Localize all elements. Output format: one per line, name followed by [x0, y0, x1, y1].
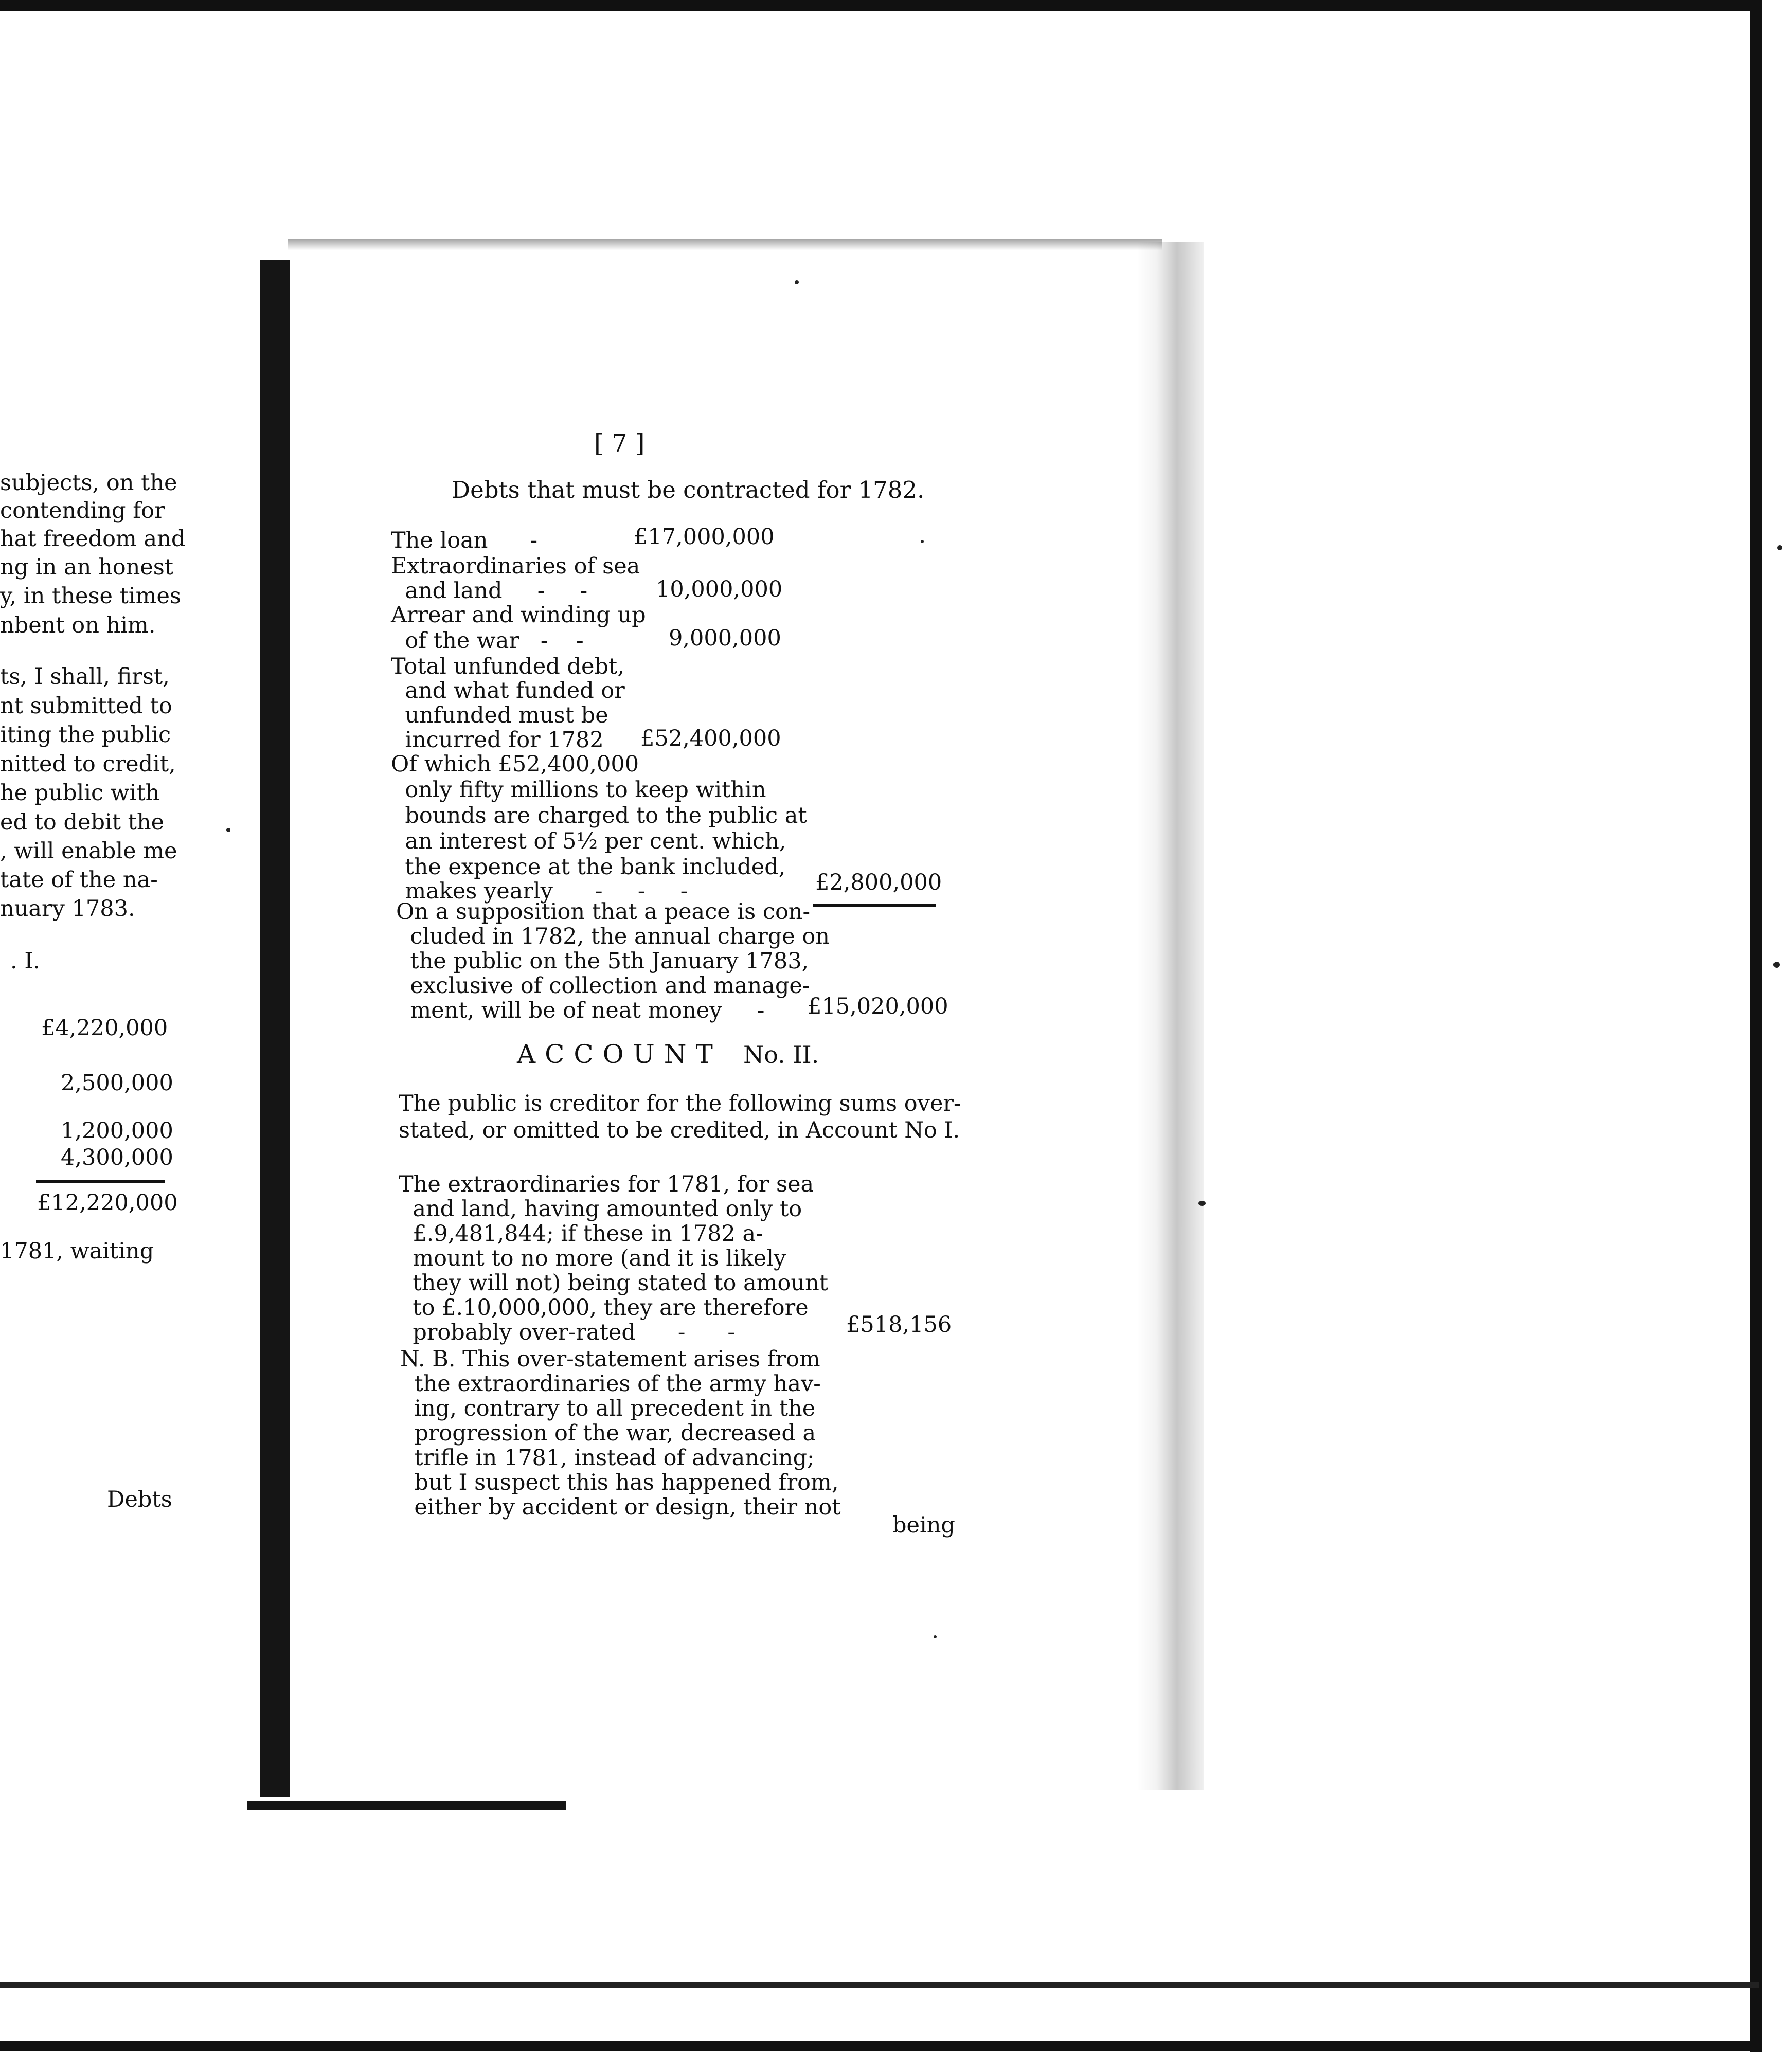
- text-line: On a supposition that a peace is con-: [396, 899, 811, 925]
- ink-speck: [1773, 962, 1780, 968]
- debt-label: of the war - -: [391, 628, 584, 654]
- scan-border-bottom: [0, 1982, 1759, 1988]
- text-line: progression of the war, decreased a: [400, 1420, 816, 1446]
- account-number: No. II.: [743, 1041, 819, 1069]
- text-line: £.9,481,844; if these in 1782 a-: [399, 1221, 763, 1247]
- debt-label: and what funded or: [391, 678, 625, 703]
- left-amount: 1,200,000: [61, 1118, 173, 1144]
- text-line: cluded in 1782, the annual charge on: [396, 924, 830, 949]
- text-line: bounds are charged to the public at: [391, 803, 807, 828]
- left-amount: 2,500,000: [61, 1070, 173, 1096]
- peace-amount: £15,020,000: [808, 994, 948, 1019]
- left-text-line: y, in these times: [0, 583, 181, 609]
- account-title: ACCOUNT: [517, 1039, 722, 1069]
- left-heading-fragment: . I.: [10, 948, 40, 974]
- text-line: the expence at the bank included,: [391, 854, 786, 880]
- yearly-amount: £2,800,000: [815, 870, 942, 895]
- debt-label: Arrear and winding up: [391, 602, 646, 628]
- section-heading: Debts that must be contracted for 1782.: [452, 476, 925, 503]
- page-number: [ 7 ]: [594, 429, 645, 458]
- left-text-line: nitted to credit,: [0, 751, 176, 777]
- text-line: N. B. This over-statement arises from: [400, 1346, 820, 1372]
- text-line: The extraordinaries for 1781, for sea: [399, 1171, 814, 1197]
- left-text-line: subjects, on the: [0, 470, 177, 496]
- extra-amount: £518,156: [846, 1312, 952, 1338]
- text-line: ment, will be of neat money -: [396, 998, 765, 1023]
- left-text-line: nbent on him.: [0, 612, 156, 638]
- debt-amount: 9,000,000: [669, 625, 781, 651]
- left-amount: £4,220,000: [41, 1015, 168, 1041]
- text-line: makes yearly - - -: [391, 878, 688, 904]
- text-line: and land, having amounted only to: [399, 1196, 802, 1222]
- book-spine-foot: [247, 1801, 566, 1810]
- debt-label: incurred for 1782: [391, 727, 604, 753]
- text-line: to £.10,000,000, they are therefore: [399, 1295, 809, 1321]
- left-text-line: ed to debit the: [0, 809, 165, 835]
- text-line: trifle in 1781, instead of advancing;: [400, 1445, 815, 1471]
- left-text-line: he public with: [0, 780, 160, 806]
- text-line: stated, or omitted to be credited, in Account No I.: [399, 1117, 960, 1143]
- text-line: The public is creditor for the following sums over-: [399, 1091, 961, 1116]
- text-line: the extraordinaries of the army hav-: [400, 1371, 821, 1397]
- left-text-line: 1781, waiting: [0, 1238, 154, 1264]
- ink-speck: [1777, 545, 1782, 550]
- book-spine: [260, 260, 290, 1797]
- left-text-line: contending for: [0, 498, 165, 524]
- debt-label: The loan -: [391, 528, 538, 553]
- text-line: either by accident or design, their not: [400, 1494, 841, 1520]
- text-line: only fifty millions to keep within: [391, 777, 766, 803]
- scan-border-top: [0, 0, 1759, 11]
- left-text-line: tate of the na-: [0, 867, 158, 893]
- scan-margin-right: [1762, 0, 1792, 2057]
- text-line: an interest of 5½ per cent. which,: [391, 828, 786, 854]
- left-amount: 4,300,000: [61, 1145, 173, 1170]
- text-line: they will not) being stated to amount: [399, 1270, 829, 1296]
- text-line: mount to no more (and it is likely: [399, 1246, 786, 1271]
- ink-speck: [1198, 1201, 1206, 1206]
- scan-border-bottom-outer: [0, 2041, 1759, 2051]
- left-catchword: Debts: [107, 1487, 172, 1512]
- left-total-rule: [36, 1180, 165, 1183]
- text-line: Of which £52,400,000: [391, 751, 639, 777]
- debt-label: unfunded must be: [391, 702, 608, 728]
- text-line: but I suspect this has happened from,: [400, 1470, 839, 1495]
- catchword: being: [892, 1512, 955, 1538]
- ink-speck: [921, 540, 924, 543]
- left-text-line: ng in an honest: [0, 554, 174, 580]
- left-text-line: ts, I shall, first,: [0, 664, 170, 690]
- page-fore-edge: [1137, 242, 1204, 1790]
- left-text-line: nt submitted to: [0, 693, 172, 719]
- left-text-line: nuary 1783.: [0, 896, 135, 922]
- text-line: the public on the 5th January 1783,: [396, 948, 809, 974]
- text-line: ing, contrary to all precedent in the: [400, 1396, 816, 1421]
- left-total: £12,220,000: [37, 1190, 178, 1216]
- left-text-line: iting the public: [0, 722, 171, 748]
- debt-amount: 10,000,000: [656, 576, 783, 602]
- debt-amount: £52,400,000: [640, 726, 781, 751]
- yearly-rule: [813, 904, 936, 907]
- ink-speck: [934, 1635, 937, 1638]
- debt-amount: £17,000,000: [634, 524, 775, 550]
- scan-border-right: [1750, 0, 1762, 2052]
- ink-speck: [226, 828, 230, 832]
- debt-label: Total unfunded debt,: [391, 654, 624, 679]
- debt-label: and land - -: [391, 578, 588, 604]
- debt-label: Extraordinaries of sea: [391, 553, 640, 579]
- left-text-line: , will enable me: [0, 838, 177, 864]
- text-line: exclusive of collection and manage-: [396, 973, 810, 999]
- page-top-edge: [288, 239, 1162, 250]
- text-line: probably over-rated - -: [399, 1320, 735, 1345]
- left-text-line: hat freedom and: [0, 526, 186, 552]
- ink-speck: [795, 280, 799, 284]
